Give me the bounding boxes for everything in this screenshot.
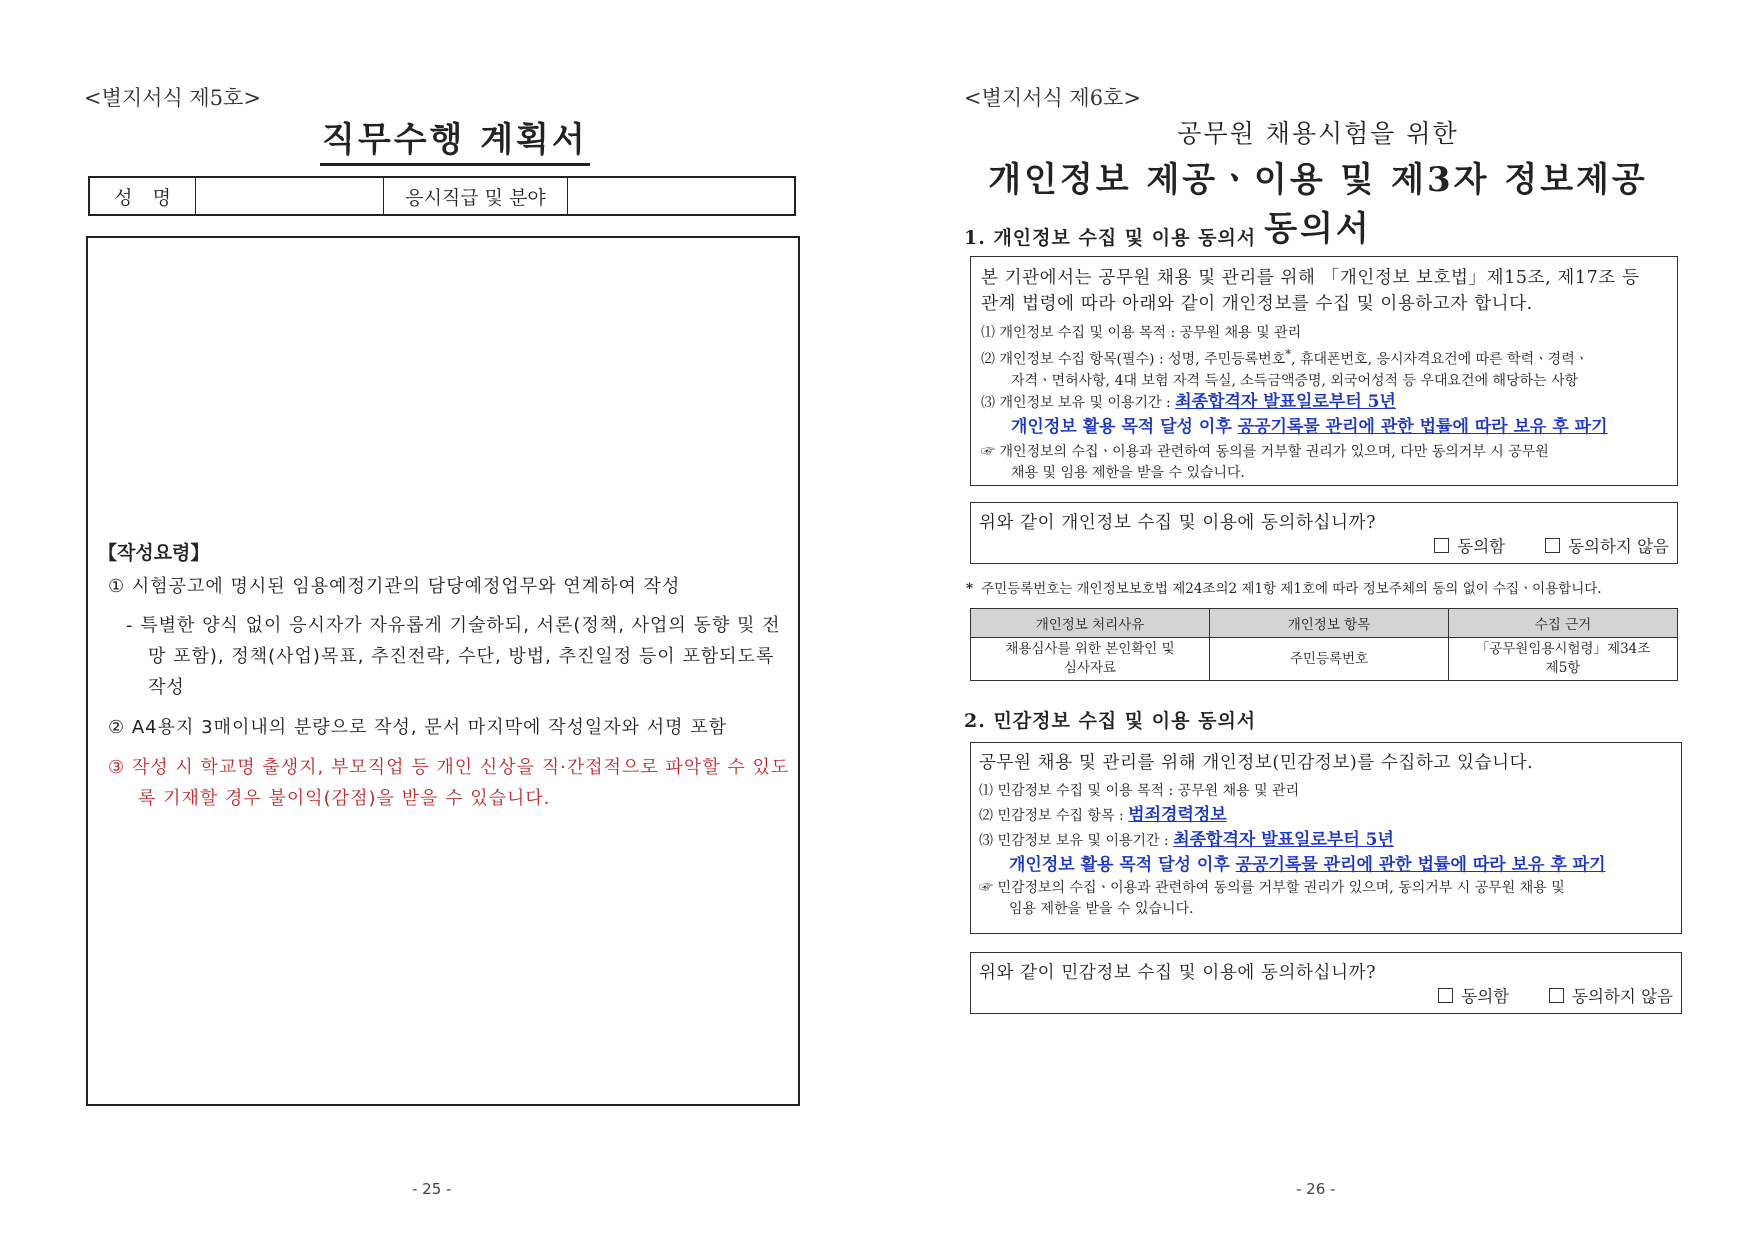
criminal-record-highlight: 범죄경력정보 <box>1128 805 1227 825</box>
sensitive-intro: 공무원 채용 및 관리를 위해 개인정보(민감정보)를 수집하고 있습니다. <box>979 753 1534 773</box>
consent-item-fields-cont: 자격ㆍ면허사항, 4대 보험 자격 득실, 소득금액증명, 외국어성적 등 우대요건에 해당하는 사항 <box>1011 372 1579 389</box>
section-2-heading: 2. 민감정보 수집 및 이용 동의서 <box>964 710 1257 732</box>
form-number-right: <별지서식 제6호> <box>964 86 1141 110</box>
checkbox-icon[interactable] <box>1545 538 1560 553</box>
page-title-right: 개인정보 제공ㆍ이용 및 제3자 정보제공 동의서 <box>988 160 1648 249</box>
personal-info-question: 위와 같이 개인정보 수집 및 이용에 동의하십니까? <box>979 513 1377 533</box>
page-title-left: 직무수행 계획서 <box>320 112 590 166</box>
table-row <box>971 638 1678 681</box>
name-label-char-1: 성 <box>114 186 133 209</box>
sensitive-item-retention-cont: 개인정보 활용 목적 달성 이후 공공기록물 관리에 관한 법률에 따라 보유 후 파기 <box>1009 855 1606 875</box>
sensitive-info-question-box <box>970 952 1682 1014</box>
page-number-right: - 26 - <box>1296 1180 1336 1198</box>
checkbox-icon[interactable] <box>1434 538 1449 553</box>
applied-position-label: 응시직급 및 분야 <box>384 178 568 214</box>
retention-period-highlight: 최종합격자 발표일로부터 5년 <box>1173 830 1394 850</box>
table-header: 개인정보 처리사유 <box>971 609 1210 638</box>
consent-item-retention-cont: 개인정보 활용 목적 달성 이후 공공기록물 관리에 관한 법률에 따라 보유 후 파기 <box>1011 416 1608 437</box>
writing-guide-title: 【작성요령】 <box>98 542 210 564</box>
consent-refuse-notice: ☞ 개인정보의 수집ㆍ이용과 관련하여 동의를 거부할 권리가 있으며, 다만 동의거부 시 공무원 <box>981 443 1549 460</box>
personal-info-consent-box <box>970 256 1678 486</box>
consent-refuse-notice-cont: 채용 및 임용 제한을 받을 수 있습니다. <box>1011 464 1246 481</box>
applicant-info-table <box>88 176 796 216</box>
guide-item-1: ① 시험공고에 명시된 임용예정기관의 담당예정업무와 연계하여 작성 <box>108 576 681 597</box>
table-cell-basis: 「공무원임용시험령」제34조 제5항 <box>1449 638 1678 681</box>
consent-item-retention: ⑶ 개인정보 보유 및 이용기간 : 최종합격자 발표일로부터 5년 <box>981 391 1396 412</box>
sensitive-info-disagree-option[interactable]: 동의하지 않음 <box>1549 983 1673 1007</box>
personal-info-question-box <box>970 502 1678 564</box>
consent-intro-line-1: 본 기관에서는 공무원 채용 및 관리를 위해 「개인정보 보호법」제15조, 제17조 등 <box>981 268 1640 288</box>
checkbox-icon[interactable] <box>1438 988 1453 1003</box>
page-number-left: - 25 - <box>412 1180 452 1198</box>
form-number-left: <별지서식 제5호> <box>84 86 261 110</box>
sensitive-refuse-notice: ☞ 민감정보의 수집ㆍ이용과 관련하여 동의를 거부할 권리가 있으며, 동의거부 시 공무원 채용 및 <box>979 880 1565 896</box>
sensitive-item-purpose: ⑴ 민감정보 수집 및 이용 목적 : 공무원 채용 및 관리 <box>979 783 1300 799</box>
personal-info-disagree-option[interactable]: 동의하지 않음 <box>1545 533 1669 557</box>
legal-basis-table <box>970 608 1678 681</box>
sensitive-item-retention: ⑶ 민감정보 보유 및 이용기간 : 최종합격자 발표일로부터 5년 <box>979 830 1394 850</box>
checkbox-icon[interactable] <box>1549 988 1564 1003</box>
guide-item-1-detail: - 특별한 양식 없이 응시자가 자유롭게 기술하되, 서론(정책, 사업의 동향 및 전망 포함), 정책(사업)목표, 추진전략, 수단, 방법, 추진일정 등이 포함되도록 작성 <box>126 615 781 698</box>
name-input-cell[interactable] <box>196 178 384 214</box>
section-1-heading: 1. 개인정보 수집 및 이용 동의서 <box>964 227 1257 249</box>
sensitive-info-consent-box <box>970 742 1682 934</box>
consent-intro-line-2: 관계 법령에 따라 아래와 같이 개인정보를 수집 및 이용하고자 합니다. <box>981 294 1533 314</box>
consent-item-purpose: ⑴ 개인정보 수집 및 이용 목적 : 공무원 채용 및 관리 <box>981 325 1302 341</box>
table-header: 개인정보 항목 <box>1210 609 1449 638</box>
applied-position-input-cell[interactable] <box>568 178 794 214</box>
sensitive-info-question: 위와 같이 민감정보 수집 및 이용에 동의하십니까? <box>979 963 1377 983</box>
page-subtitle-right: 공무원 채용시험을 위한 <box>1177 119 1459 148</box>
retention-period-highlight: 최종합격자 발표일로부터 5년 <box>1175 391 1396 412</box>
name-label-cell <box>90 178 196 214</box>
resident-number-note: * 주민등록번호는 개인정보보호법 제24조의2 제1항 제1호에 따라 정보주체의 동의 없이 수집ㆍ이용합니다. <box>966 581 1602 597</box>
name-label-char-2: 명 <box>152 186 171 209</box>
personal-info-agree-option[interactable]: 동의함 <box>1434 533 1505 557</box>
guide-item-3-warning: ③ 작성 시 학교명 출생지, 부모직업 등 개인 신상을 직·간접적으로 파악할 수 있도록 기재할 경우 불이익(감점)을 받을 수 있습니다. <box>108 757 790 809</box>
sensitive-item-fields: ⑵ 민감정보 수집 항목 : 범죄경력정보 <box>979 805 1227 825</box>
guide-item-2: ② A4용지 3매이내의 분량으로 작성, 문서 마지막에 작성일자와 서명 포함 <box>108 717 728 738</box>
table-cell-reason: 채용심사를 위한 본인확인 및 심사자료 <box>971 638 1210 681</box>
table-header: 수집 근거 <box>1449 609 1678 638</box>
table-cell-item: 주민등록번호 <box>1210 638 1449 681</box>
consent-item-fields: ⑵ 개인정보 수집 항목(필수) : 성명, 주민등록번호*, 휴대폰번호, 응시자격요건에 따른 학력ㆍ경력ㆍ <box>981 347 1589 368</box>
footnote-star: * <box>1285 347 1292 361</box>
sensitive-refuse-notice-cont: 임용 제한을 받을 수 있습니다. <box>1009 901 1194 917</box>
sensitive-info-agree-option[interactable]: 동의함 <box>1438 983 1509 1007</box>
